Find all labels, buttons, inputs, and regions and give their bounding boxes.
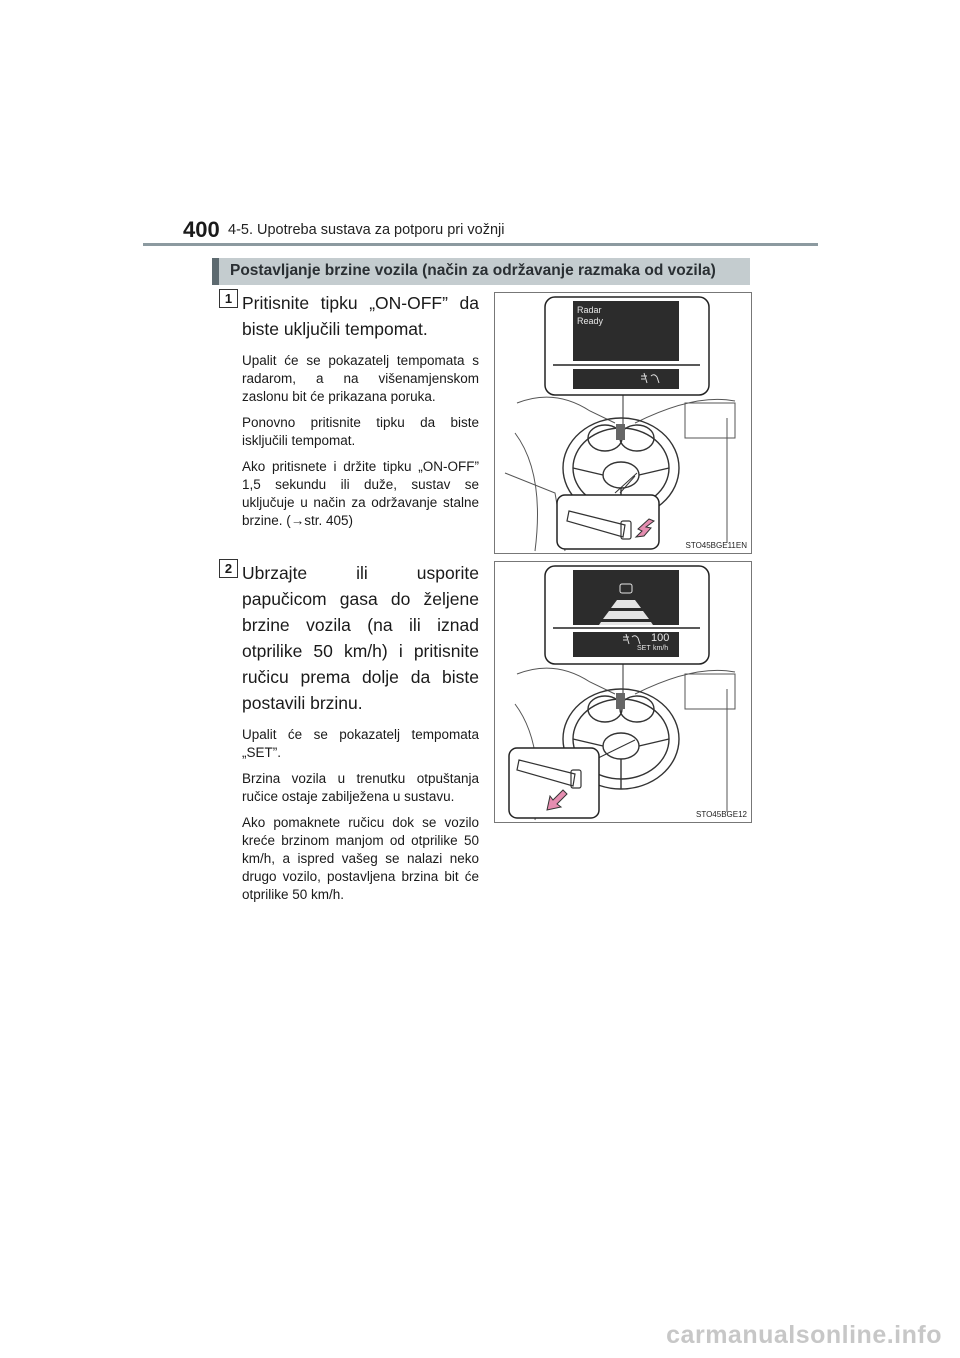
step-2-note-3: Ako pomaknete ručicu dok se vozilo kreće brzinom manjom od otprilike 50 km/h, a ispred vašeg se nalazi neko drugo vozilo, postavljena brzina bit će otprilike 50 km/h. xyxy=(242,815,479,902)
step-2-note-1: Upalit će se pokazatelj tempomata „SET”. xyxy=(242,727,479,760)
step-1-note-3: Ako pritisnete i držite tipku „ON-OFF” 1,5 sekundu ili duže, sustav se uključuje u način za održavanje stalne brzine. (→str. 405) xyxy=(242,459,479,528)
step-1-illustration xyxy=(494,292,752,554)
step-1-note-1: Upalit će se pokazatelj tempomata s radarom, a na višenamjenskom zaslonu bit će prikazana poruka. xyxy=(242,353,479,404)
page-number: 400 xyxy=(183,217,220,242)
display-speed: 100 xyxy=(651,632,670,644)
header-rule xyxy=(143,243,818,246)
section-heading xyxy=(212,258,750,285)
step-2-number: 2 xyxy=(219,559,238,578)
step-2-note-2: Brzina vozila u trenutku otpuštanja ručice ostaje zabilježena u sustavu. xyxy=(242,771,479,804)
step-2-lead: Ubrzajte ili usporite papučicom gasa do željene brzine vozila (na ili iznad otprilike 50 km/h) i pritisnite ručicu prema dolje da biste postavili brzinu. xyxy=(242,563,479,713)
section-heading-accent xyxy=(212,258,219,285)
dashboard-illustration-2 xyxy=(495,562,751,822)
step-1-number: 1 xyxy=(219,289,238,308)
display-speed-unit: km/h xyxy=(653,645,669,652)
step-1-text xyxy=(242,290,479,538)
display-set-label: SET xyxy=(637,645,651,652)
dashboard-illustration-1 xyxy=(495,293,751,553)
step-1-lead: Pritisnite tipku „ON-OFF” da biste uključili tempomat. xyxy=(242,293,479,339)
display-message-line-1: Radar xyxy=(577,305,602,315)
figure-2-code: STO45BGE12 xyxy=(696,810,747,819)
step-2-illustration xyxy=(494,561,752,823)
display-message-line-2: Ready xyxy=(577,316,604,326)
figure-1-code: STO45BGE11EN xyxy=(685,541,747,550)
step-1-note-2: Ponovno pritisnite tipku da biste isključili tempomat. xyxy=(242,415,479,448)
section-title: Postavljanje brzine vozila (način za održavanje razmaka od vozila) xyxy=(230,262,716,279)
step-2-text xyxy=(242,560,479,912)
chapter-title: 4-5. Upotreba sustava za potporu pri vožnji xyxy=(228,222,505,238)
watermark: carmanualsonline.info xyxy=(666,1321,942,1349)
